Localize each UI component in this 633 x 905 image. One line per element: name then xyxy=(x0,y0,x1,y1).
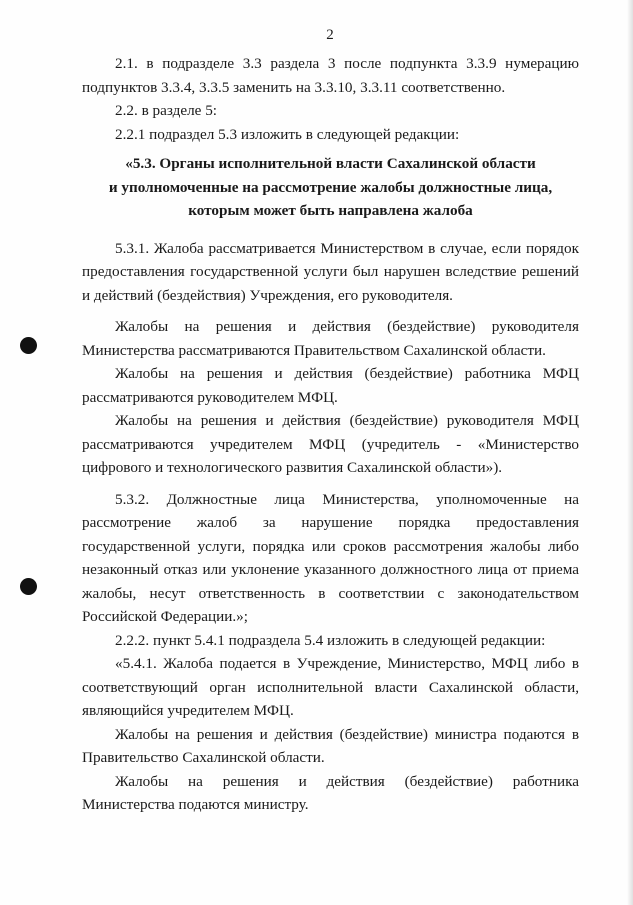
page-edge-shadow xyxy=(627,0,633,905)
page-number: 2 xyxy=(326,27,334,43)
paragraph-complaint-minister: Жалобы на решения и действия (бездействие) руководителя Министерства рассматриваются Правительством Сахалинской области. xyxy=(82,318,579,359)
paragraph-complaint-mfc-worker: Жалобы на решения и действия (бездействие) работника МФЦ рассматриваются руководителем МФЦ. xyxy=(82,365,579,406)
paragraph-complaint-to-government: Жалобы на решения и действия (бездействие) министра подаются в Правительство Сахалинской области. xyxy=(82,725,579,766)
paragraph-5-4-1: «5.4.1. Жалоба подается в Учреждение, Министерство, МФЦ либо в соответствующий орган исполнительной власти Сахалинской области, являющийся учредителем МФЦ. xyxy=(82,655,579,719)
document-body xyxy=(82,52,579,817)
paragraph-2-1: 2.1. в подразделе 3.3 раздела 3 после подпункта 3.3.9 нумерацию подпунктов 3.3.4, 3.3.5 заменить на 3.3.10, 3.3.11 соответственно. xyxy=(82,55,579,96)
paragraph-complaint-mfc-head: Жалобы на решения и действия (бездействие) руководителя МФЦ рассматриваются учредителем МФЦ (учредитель - «Министерство цифрового и технологического развития Сахалинской области»). xyxy=(82,412,579,476)
binder-hole-icon xyxy=(20,337,37,354)
paragraph-2-2: 2.2. в разделе 5: xyxy=(115,102,218,119)
section-heading-5-3 xyxy=(82,152,579,223)
paragraph-2-2-1: 2.2.1 подраздел 5.3 изложить в следующей редакции: xyxy=(115,125,460,143)
paragraph-5-3-2: 5.3.2. Должностные лица Министерства, уполномоченные на рассмотрение жалоб за нарушение порядка предоставления государственной услуги, порядка или сроков рассмотрения жалобы либо незаконный отказ или уклонение указанного должностного лица от приема жалобы, несут ответственность в соответствии с законодательством Российской Федерации.»; xyxy=(82,490,579,625)
heading-line: и уполномоченные на рассмотрение жалобы должностные лица, xyxy=(108,178,553,196)
heading-line: «5.3. Органы исполнительной власти Сахалинской области xyxy=(125,155,536,172)
paragraph-5-3-1: 5.3.1. Жалоба рассматривается Министерством в случае, если порядок предоставления государственной услуги был нарушен вследствие решений и действий (бездействия) Учреждения, его руководителя. xyxy=(82,239,579,304)
heading-line: которым может быть направлена жалоба xyxy=(188,202,473,219)
paragraph-complaint-to-minister: Жалобы на решения и действия (бездействие) работника Министерства подаются министру. xyxy=(82,772,579,813)
binder-hole-icon xyxy=(20,578,37,595)
paragraph-2-2-2: 2.2.2. пункт 5.4.1 подраздела 5.4 изложить в следующей редакции: xyxy=(115,631,546,649)
